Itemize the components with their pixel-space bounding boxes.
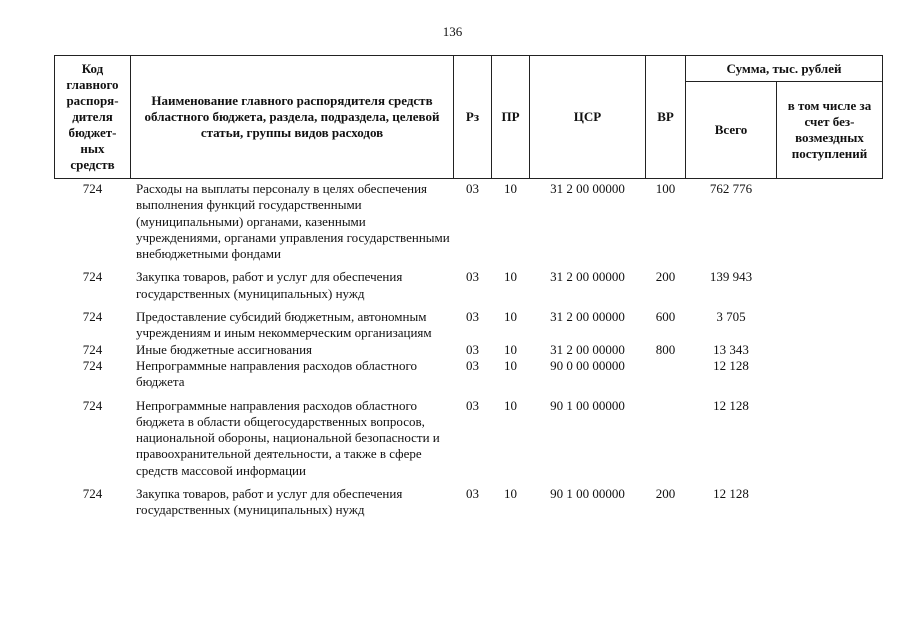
table-row xyxy=(55,302,883,342)
row-code: 724 xyxy=(82,269,103,285)
header-code: Код главного распоря-дителя бюджет-ных средств xyxy=(55,56,131,179)
row-name: Закупка товаров, работ и услуг для обеспечения государственных (муниципальных) нужд xyxy=(136,486,403,518)
row-csr: 31 2 00 00000 xyxy=(550,309,625,325)
row-csr: 31 2 00 00000 xyxy=(550,181,625,196)
table-header xyxy=(55,56,883,179)
table-row xyxy=(55,358,883,391)
row-total: 3 705 xyxy=(716,309,746,325)
row-code: 724 xyxy=(82,486,103,502)
row-pr: 10 xyxy=(504,309,517,325)
header-sum: Сумма, тыс. рублей xyxy=(686,56,883,82)
row-total: 139 943 xyxy=(709,269,753,285)
row-code: 724 xyxy=(82,181,103,196)
row-rz: 03 xyxy=(466,341,479,357)
row-vr: 200 xyxy=(655,486,676,502)
row-pr: 10 xyxy=(504,486,517,502)
table-row xyxy=(55,179,883,263)
row-vr: 800 xyxy=(655,341,676,357)
row-incl xyxy=(777,342,883,358)
row-total: 12 128 xyxy=(713,486,749,502)
header-pr: ПР xyxy=(492,56,530,179)
row-total: 12 128 xyxy=(713,357,749,373)
row-pr: 10 xyxy=(504,357,517,373)
row-code: 724 xyxy=(82,397,103,413)
row-csr: 90 1 00 00000 xyxy=(550,397,625,413)
row-rz: 03 xyxy=(466,309,479,325)
row-total: 762 776 xyxy=(709,181,753,196)
header-incl: в том числе за счет без-возмездных поступлений xyxy=(777,82,883,179)
table-body xyxy=(55,179,883,519)
row-pr: 10 xyxy=(504,181,517,196)
row-incl xyxy=(777,479,883,519)
budget-table xyxy=(54,55,883,519)
row-pr: 10 xyxy=(504,269,517,285)
row-rz: 03 xyxy=(466,357,479,373)
row-total: 12 128 xyxy=(713,397,749,413)
row-rz: 03 xyxy=(466,269,479,285)
header-csr: ЦСР xyxy=(530,56,646,179)
row-vr xyxy=(646,391,686,479)
row-name: Непрограммные направления расходов областного бюджета xyxy=(136,357,417,390)
header-vr: ВР xyxy=(646,56,686,179)
row-name: Предоставление субсидий бюджетным, автономным учреждениям и иным некоммерческим организациям xyxy=(136,309,432,341)
row-csr: 31 2 00 00000 xyxy=(550,269,625,285)
row-pr: 10 xyxy=(504,397,517,413)
row-total: 13 343 xyxy=(713,341,749,357)
row-vr xyxy=(646,358,686,391)
row-incl xyxy=(777,262,883,302)
row-pr: 10 xyxy=(504,341,517,357)
table-row xyxy=(55,479,883,519)
row-rz: 03 xyxy=(466,181,479,196)
row-vr: 200 xyxy=(655,269,676,285)
row-vr: 100 xyxy=(655,181,676,196)
row-code: 724 xyxy=(82,357,103,373)
row-incl xyxy=(777,358,883,391)
row-incl xyxy=(777,391,883,479)
row-code: 724 xyxy=(82,309,103,325)
page-number: 136 xyxy=(442,24,463,39)
header-name: Наименование главного распорядителя средств областного бюджета, раздела, подраздела, целевой статьи, группы видов расходов xyxy=(131,56,454,179)
row-name: Непрограммные направления расходов областного бюджета в области общегосударственных вопросов, национальной обороны, национальной безопасности и правоохранительной деятельности, а также в сфере средств массовой информации xyxy=(136,397,440,478)
row-name: Закупка товаров, работ и услуг для обеспечения государственных (муниципальных) нужд xyxy=(136,269,403,301)
row-csr: 31 2 00 00000 xyxy=(550,341,625,357)
table-row xyxy=(55,262,883,302)
row-code: 724 xyxy=(82,341,103,357)
row-rz: 03 xyxy=(466,397,479,413)
row-csr: 90 0 00 00000 xyxy=(550,357,625,373)
row-incl xyxy=(777,302,883,342)
header-total: Всего xyxy=(686,82,777,179)
header-rz: Рз xyxy=(454,56,492,179)
table-row xyxy=(55,342,883,358)
row-csr: 90 1 00 00000 xyxy=(550,486,625,502)
row-name: Иные бюджетные ассигнования xyxy=(136,341,313,357)
row-vr: 600 xyxy=(655,309,676,325)
table-row xyxy=(55,391,883,479)
row-rz: 03 xyxy=(466,486,479,502)
row-name: Расходы на выплаты персоналу в целях обеспечения выполнения функций государственными (муниципальными) органами, казенными учреждениями, органами управления государственными внебюджетными фондами xyxy=(136,181,450,262)
row-incl xyxy=(777,179,883,263)
